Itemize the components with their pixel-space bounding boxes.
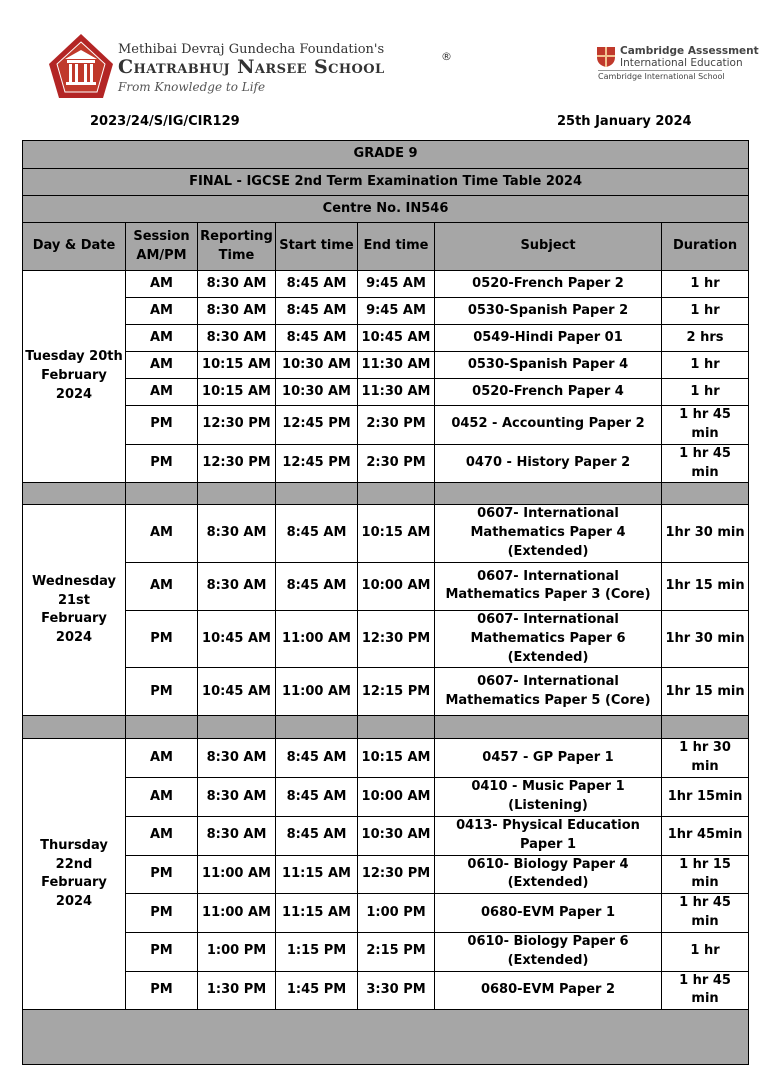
start-cell: 12:45 PM xyxy=(276,444,358,483)
start-cell: 8:45 AM xyxy=(276,271,358,298)
col-subject: Subject xyxy=(435,223,662,271)
reporting-cell: 8:30 AM xyxy=(198,562,276,610)
subject-cell: 0680-EVM Paper 2 xyxy=(435,971,662,1010)
end-cell: 9:45 AM xyxy=(358,298,435,325)
reporting-cell: 8:30 AM xyxy=(198,271,276,298)
start-cell: 8:45 AM xyxy=(276,778,358,817)
subject-cell: 0607- International Mathematics Paper 4 (Extended) xyxy=(435,505,662,563)
duration-cell: 1 hr 45 min xyxy=(662,894,749,933)
col-reporting-time: Reporting Time xyxy=(198,223,276,271)
reporting-cell: 12:30 PM xyxy=(198,444,276,483)
subject-cell: 0520-French Paper 4 xyxy=(435,379,662,406)
reporting-cell: 12:30 PM xyxy=(198,406,276,445)
reporting-cell: 8:30 AM xyxy=(198,816,276,855)
end-cell: 10:15 AM xyxy=(358,505,435,563)
session-cell: AM xyxy=(126,562,198,610)
registered-mark: ® xyxy=(441,50,452,63)
table-row xyxy=(23,932,749,971)
col-day-date: Day & Date xyxy=(23,223,126,271)
start-cell: 10:30 AM xyxy=(276,379,358,406)
reporting-cell: 11:00 AM xyxy=(198,855,276,894)
session-cell: AM xyxy=(126,505,198,563)
session-cell: PM xyxy=(126,932,198,971)
subject-cell: 0607- International Mathematics Paper 5 (Core) xyxy=(435,668,662,716)
duration-cell: 1 hr 15 min xyxy=(662,855,749,894)
grade-title: GRADE 9 xyxy=(23,141,749,169)
end-cell: 2:30 PM xyxy=(358,406,435,445)
duration-cell: 1 hr 45 min xyxy=(662,444,749,483)
circular-reference: 2023/24/S/IG/CIR129 xyxy=(90,114,240,129)
table-row xyxy=(23,379,749,406)
reporting-cell: 8:30 AM xyxy=(198,778,276,817)
session-cell: PM xyxy=(126,668,198,716)
reporting-cell: 8:30 AM xyxy=(198,505,276,563)
start-cell: 8:45 AM xyxy=(276,562,358,610)
session-cell: AM xyxy=(126,739,198,778)
subject-cell: 0610- Biology Paper 6 (Extended) xyxy=(435,932,662,971)
reporting-cell: 10:45 AM xyxy=(198,610,276,668)
end-cell: 11:30 AM xyxy=(358,352,435,379)
session-cell: AM xyxy=(126,298,198,325)
start-cell: 8:45 AM xyxy=(276,325,358,352)
duration-cell: 1hr 30 min xyxy=(662,610,749,668)
session-cell: AM xyxy=(126,352,198,379)
start-cell: 8:45 AM xyxy=(276,505,358,563)
table-row xyxy=(23,778,749,817)
cambridge-line2: International Education xyxy=(620,57,743,69)
duration-cell: 1hr 15 min xyxy=(662,668,749,716)
col-start-time: Start time xyxy=(276,223,358,271)
end-cell: 11:30 AM xyxy=(358,379,435,406)
day-date-cell: Wednesday 21st February 2024 xyxy=(23,505,126,716)
table-row xyxy=(23,325,749,352)
table-row xyxy=(23,352,749,379)
session-cell: AM xyxy=(126,816,198,855)
foundation-name: Methibai Devraj Gundecha Foundation's xyxy=(118,42,385,57)
centre-number: Centre No. IN546 xyxy=(23,196,749,223)
col-end-time: End time xyxy=(358,223,435,271)
table-row xyxy=(23,298,749,325)
table-row xyxy=(23,271,749,298)
subject-cell: 0607- International Mathematics Paper 3 (Core) xyxy=(435,562,662,610)
subject-cell: 0530-Spanish Paper 2 xyxy=(435,298,662,325)
duration-cell: 1hr 15min xyxy=(662,778,749,817)
separator-row xyxy=(23,716,749,739)
circular-date: 25th January 2024 xyxy=(557,114,692,129)
start-cell: 8:45 AM xyxy=(276,298,358,325)
school-emblem-logo xyxy=(47,32,115,100)
duration-cell: 1 hr 45 min xyxy=(662,971,749,1010)
table-row xyxy=(23,610,749,668)
table-row xyxy=(23,505,749,563)
subject-cell: 0549-Hindi Paper 01 xyxy=(435,325,662,352)
start-cell: 11:15 AM xyxy=(276,855,358,894)
end-cell: 12:15 PM xyxy=(358,668,435,716)
session-cell: AM xyxy=(126,325,198,352)
subject-cell: 0410 - Music Paper 1 (Listening) xyxy=(435,778,662,817)
start-cell: 8:45 AM xyxy=(276,816,358,855)
reporting-cell: 1:00 PM xyxy=(198,932,276,971)
subject-cell: 0610- Biology Paper 4 (Extended) xyxy=(435,855,662,894)
separator-row xyxy=(23,483,749,505)
duration-cell: 1hr 45min xyxy=(662,816,749,855)
table-row xyxy=(23,855,749,894)
table-row xyxy=(23,816,749,855)
table-row xyxy=(23,444,749,483)
duration-cell: 1 hr 30 min xyxy=(662,739,749,778)
end-cell: 10:15 AM xyxy=(358,739,435,778)
cambridge-line1: Cambridge Assessment xyxy=(620,45,759,57)
end-cell: 3:30 PM xyxy=(358,971,435,1010)
duration-cell: 1 hr xyxy=(662,932,749,971)
cambridge-shield-icon xyxy=(596,46,616,68)
table-row xyxy=(23,562,749,610)
reporting-cell: 10:45 AM xyxy=(198,668,276,716)
subject-cell: 0452 - Accounting Paper 2 xyxy=(435,406,662,445)
cambridge-divider xyxy=(598,70,722,71)
day-date-cell: Tuesday 20th February 2024 xyxy=(23,271,126,483)
session-cell: PM xyxy=(126,894,198,933)
subject-cell: 0680-EVM Paper 1 xyxy=(435,894,662,933)
duration-cell: 1 hr 45 min xyxy=(662,406,749,445)
col-duration: Duration xyxy=(662,223,749,271)
start-cell: 12:45 PM xyxy=(276,406,358,445)
cambridge-line3: Cambridge International School xyxy=(598,72,725,81)
duration-cell: 1 hr xyxy=(662,298,749,325)
reporting-cell: 11:00 AM xyxy=(198,894,276,933)
reporting-cell: 10:15 AM xyxy=(198,379,276,406)
reporting-cell: 8:30 AM xyxy=(198,325,276,352)
exam-timetable xyxy=(22,140,749,1065)
day-date-cell: Thursday 22nd February 2024 xyxy=(23,739,126,1010)
start-cell: 11:00 AM xyxy=(276,610,358,668)
end-cell: 2:30 PM xyxy=(358,444,435,483)
start-cell: 8:45 AM xyxy=(276,739,358,778)
start-cell: 10:30 AM xyxy=(276,352,358,379)
end-cell: 10:00 AM xyxy=(358,562,435,610)
reporting-cell: 8:30 AM xyxy=(198,739,276,778)
start-cell: 11:15 AM xyxy=(276,894,358,933)
duration-cell: 1 hr xyxy=(662,379,749,406)
end-cell: 12:30 PM xyxy=(358,855,435,894)
table-row xyxy=(23,406,749,445)
duration-cell: 1 hr xyxy=(662,271,749,298)
start-cell: 1:15 PM xyxy=(276,932,358,971)
end-cell: 2:15 PM xyxy=(358,932,435,971)
session-cell: AM xyxy=(126,778,198,817)
col-session: Session AM/PM xyxy=(126,223,198,271)
subject-cell: 0530-Spanish Paper 4 xyxy=(435,352,662,379)
subject-cell: 0470 - History Paper 2 xyxy=(435,444,662,483)
start-cell: 11:00 AM xyxy=(276,668,358,716)
session-cell: PM xyxy=(126,855,198,894)
session-cell: AM xyxy=(126,379,198,406)
school-name: Chatrabhuj Narsee School xyxy=(118,56,385,78)
subject-cell: 0520-French Paper 2 xyxy=(435,271,662,298)
duration-cell: 2 hrs xyxy=(662,325,749,352)
duration-cell: 1hr 15 min xyxy=(662,562,749,610)
session-cell: PM xyxy=(126,444,198,483)
reporting-cell: 10:15 AM xyxy=(198,352,276,379)
end-cell: 12:30 PM xyxy=(358,610,435,668)
table-row xyxy=(23,739,749,778)
duration-cell: 1hr 30 min xyxy=(662,505,749,563)
end-cell: 9:45 AM xyxy=(358,271,435,298)
letterhead xyxy=(0,0,768,108)
start-cell: 1:45 PM xyxy=(276,971,358,1010)
subject-cell: 0457 - GP Paper 1 xyxy=(435,739,662,778)
table-row xyxy=(23,971,749,1010)
end-cell: 1:00 PM xyxy=(358,894,435,933)
school-tagline: From Knowledge to Life xyxy=(118,80,266,94)
subject-cell: 0413- Physical Education Paper 1 xyxy=(435,816,662,855)
table-row xyxy=(23,668,749,716)
end-cell: 10:45 AM xyxy=(358,325,435,352)
session-cell: AM xyxy=(126,271,198,298)
reporting-cell: 8:30 AM xyxy=(198,298,276,325)
timetable-title: FINAL - IGCSE 2nd Term Examination Time Table 2024 xyxy=(23,169,749,196)
duration-cell: 1 hr xyxy=(662,352,749,379)
session-cell: PM xyxy=(126,406,198,445)
session-cell: PM xyxy=(126,971,198,1010)
table-row xyxy=(23,894,749,933)
end-cell: 10:30 AM xyxy=(358,816,435,855)
end-cell: 10:00 AM xyxy=(358,778,435,817)
footer-blank-row xyxy=(23,1010,749,1065)
session-cell: PM xyxy=(126,610,198,668)
reporting-cell: 1:30 PM xyxy=(198,971,276,1010)
subject-cell: 0607- International Mathematics Paper 6 (Extended) xyxy=(435,610,662,668)
